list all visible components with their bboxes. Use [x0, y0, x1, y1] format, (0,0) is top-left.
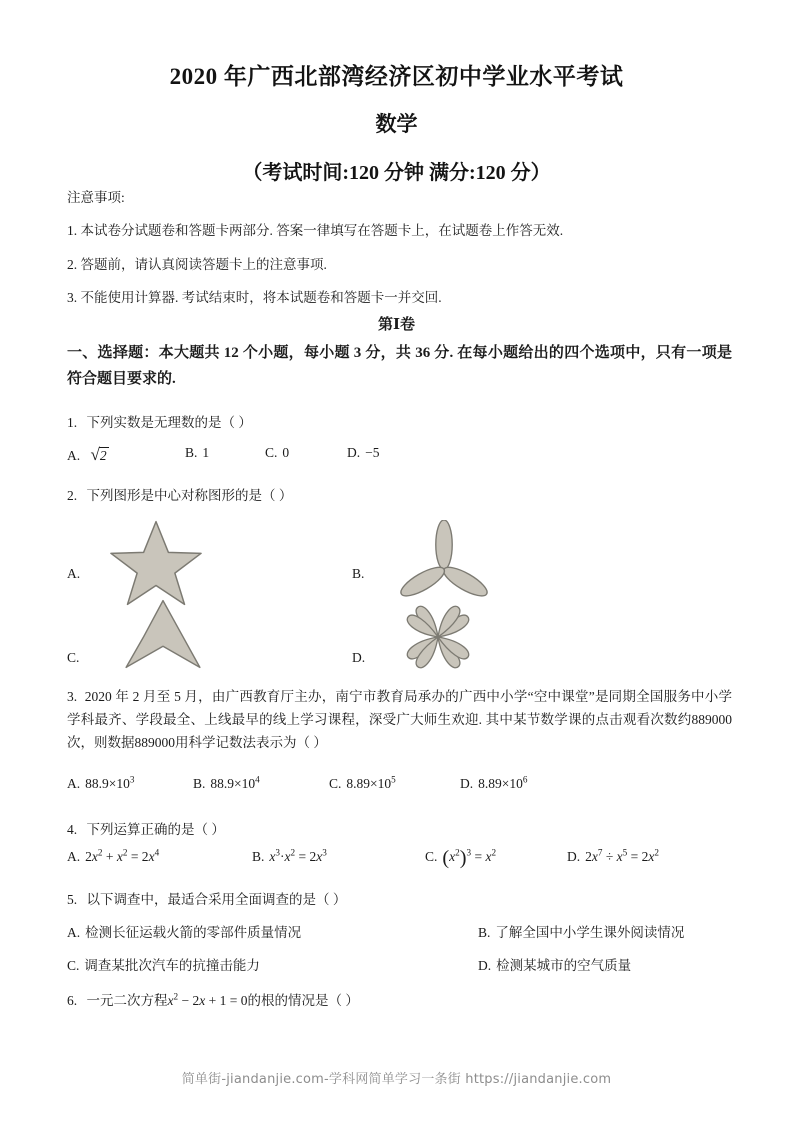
subject-title: 数学 [375, 111, 418, 136]
question-3-option-a[interactable]: A. $88.9\times 10^3$ [67, 774, 135, 791]
q5-b-text: 了解全国中小学生课外阅读情况 [495, 925, 685, 940]
question-4-number: 4. [67, 822, 78, 837]
part-heading: 第Ⅰ卷 [377, 317, 416, 333]
title-block [0, 62, 793, 185]
question-2-option-d-label[interactable]: D. [352, 650, 366, 665]
question-3-stem: 2020 年 2 月至 5 月，由广西教育厅主办，南宁市教育局承办的广西中小学“空中课堂”是同期全国服务中小学学科最齐、学段最全、上线最早的线上学习课程，深受广大师生欢迎. 其中某节数学课的点击观看次数约889000次，则数据889000用科学记数法表示为（ ） [67, 689, 733, 751]
question-6-stem-prefix: 一元二次方程 [86, 993, 168, 1008]
q4-c-expression: $(x^2)^3 = x^2$ [442, 846, 497, 869]
question-1-option-b[interactable]: B. 1 [185, 445, 210, 460]
question-4-stem: 下列运算正确的是（ ） [86, 822, 225, 837]
q3-c-mantissa: 8.89×10 [346, 776, 392, 791]
question-5-option-c[interactable]: C. 调查某批次汽车的抗撞击能力 [67, 958, 260, 973]
q4-d-expression: $2x^7 \div x^5 = 2x^2$ [585, 847, 659, 864]
question-5-option-b[interactable]: B. 了解全国中小学生课外阅读情况 [478, 925, 685, 940]
q1-d-value: −5 [365, 445, 380, 460]
up-arrowhead-chevron-icon [122, 598, 204, 675]
q3-a-exponent: 3 [129, 774, 135, 785]
q3-a-mantissa: 88.9×10 [85, 776, 130, 791]
question-1-stem: 下列实数是无理数的是（ ） [86, 415, 252, 430]
question-1 [67, 411, 252, 434]
question-2 [67, 484, 292, 507]
question-2-stem: 下列图形是中心对称图形的是（ ） [86, 488, 293, 503]
question-6-number: 6. [67, 993, 78, 1008]
question-5-number: 5. [67, 892, 78, 907]
q5-c-text: 调查某批次汽车的抗撞击能力 [84, 958, 260, 973]
question-3-option-d[interactable]: D. $8.89\times 10^6$ [460, 774, 528, 791]
q4-a-expression: $2x^2 + x^2 = 2x^4$ [85, 847, 160, 864]
q3-c-exponent: 5 [391, 774, 396, 785]
exam-meta: （考试时间:120 分钟 满分:120 分） [242, 161, 551, 184]
notice-item-3: 3. 不能使用计算器. 考试结束时，将本试题卷和答题卡一并交回. [67, 289, 442, 305]
q3-d-exponent: 6 [522, 774, 528, 785]
q3-b-mantissa: 88.9×10 [210, 776, 256, 791]
notice-heading: 注意事项: [67, 190, 125, 205]
question-1-number: 1. [67, 415, 78, 430]
question-5-option-d[interactable]: D. 检测某城市的空气质量 [478, 958, 632, 973]
question-5-stem: 以下调查中，最适合采用全面调查的是（ ） [86, 892, 347, 907]
question-6-stem-suffix: 的根的情况是（ ） [247, 993, 359, 1008]
q4-b-expression: $x^3\cdot x^2 = 2x^3$ [269, 847, 327, 864]
question-3 [67, 685, 732, 755]
question-3-option-c[interactable]: C. $8.89\times 10^5$ [329, 774, 396, 791]
footer-watermark: 简单街-jiandanjie.com-学科网简单学习一条街 https://jiandanjie.com [181, 1072, 612, 1087]
question-2-number: 2. [67, 488, 78, 503]
question-4-option-a[interactable]: A. $2x^2 + x^2 = 2x^4$ [67, 847, 160, 864]
question-5-option-a[interactable]: A. 检测长征运载火箭的零部件质量情况 [67, 925, 302, 940]
question-4-option-c[interactable]: C. $(x^2)^3 = x^2$ [425, 846, 497, 869]
question-4-option-b[interactable]: B. $x^3\cdot x^2 = 2x^3$ [252, 847, 327, 864]
q1-c-value: 0 [282, 445, 290, 460]
q3-d-mantissa: 8.89×10 [478, 776, 523, 791]
question-2-option-b-label[interactable]: B. [352, 566, 365, 581]
question-6-equation: $x^2 - 2x + 1 = 0$ [167, 991, 248, 1008]
question-1-option-c[interactable]: C. 0 [265, 445, 290, 460]
notice-item-2: 2. 答题前，请认真阅读答题卡上的注意事项. [67, 256, 327, 272]
question-4-option-d[interactable]: D. $2x^7 \div x^5 = 2x^2$ [567, 847, 659, 864]
section-instruction: 一、选择题：本大题共 12 个小题，每小题 3 分，共 36 分. 在每小题给出的四个选项中，只有一项是符合题目要求的. [67, 345, 732, 387]
notice-item-1: 1. 本试卷分试题卷和答题卡两部分. 答案一律填写在答题卡上，在试题卷上作答无效. [67, 223, 564, 239]
q5-d-text: 检测某城市的空气质量 [496, 958, 632, 973]
sqrt-2-expression: √2 [90, 445, 107, 464]
four-petal-flower-icon [396, 596, 480, 683]
question-4 [67, 818, 225, 841]
q3-b-exponent: 4 [255, 774, 260, 785]
question-1-option-a[interactable]: A. √2 [67, 445, 107, 464]
question-3-number: 3. [67, 689, 78, 704]
question-2-option-a-label[interactable]: A. [67, 566, 81, 581]
q5-a-text: 检测长征运载火箭的零部件质量情况 [85, 925, 302, 940]
question-5 [67, 888, 346, 911]
question-2-option-c-label[interactable]: C. [67, 650, 80, 665]
q1-b-value: 1 [202, 445, 210, 460]
question-6 [67, 989, 359, 1012]
notice-section [67, 188, 727, 321]
question-1-option-d[interactable]: D. −5 [347, 445, 380, 460]
question-3-option-b[interactable]: B. $88.9\times 10^4$ [193, 774, 260, 791]
page-title: 2020 年广西北部湾经济区初中学业水平考试 [169, 64, 624, 89]
